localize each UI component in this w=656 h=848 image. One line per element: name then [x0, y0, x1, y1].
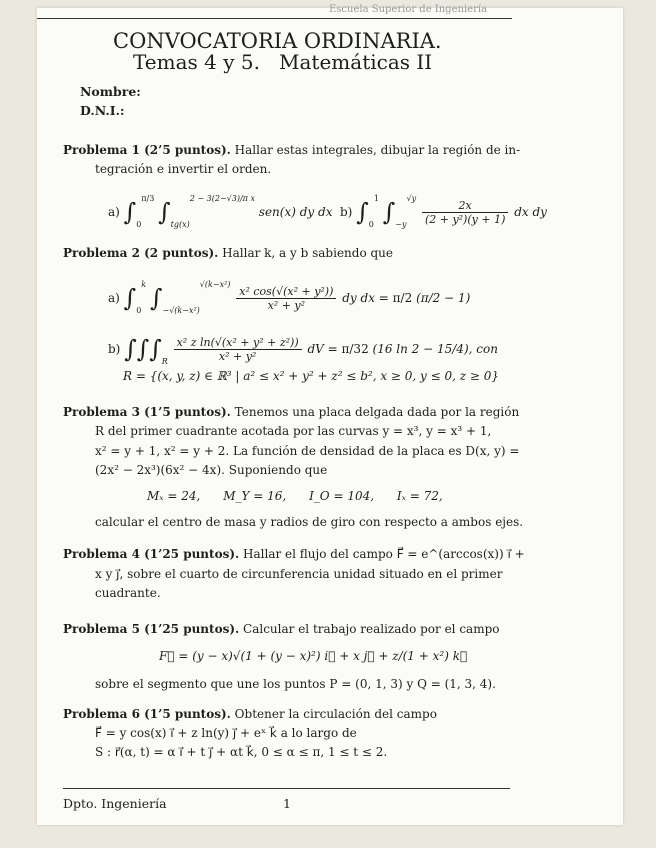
problem-4	[63, 545, 525, 565]
problem-6-text2: F⃗ = y cos(x) i⃗ + z ln(y) j⃗ + eˣ k⃗ a lo largo de	[95, 726, 357, 740]
p1b-integrand: dx dy	[514, 205, 547, 219]
problem-5-field: F⃗ = (y − x)√(1 + (y − x)²) i⃗ + x j⃗ + z/(1 + x²) k⃗	[159, 649, 468, 663]
problem-1-b: b) $\int_0^1$ $\int_{-y}^{√y}$ $\frac{2x}{\text{(2 + y²)(y + 1)}}$ dx dy	[340, 194, 547, 230]
p2a-mid: dy dx =	[342, 291, 389, 305]
p1a-upper-in: 2 − 3(2−√3)/π x	[189, 194, 255, 203]
problem-1-text2: tegración e invertir el orden.	[95, 162, 272, 176]
problem-5	[63, 620, 500, 640]
exam-subtitle: Temas 4 y 5. Matemáticas II	[133, 50, 433, 74]
problem-1-text: Hallar estas integrales, dibujar la región de in-	[234, 143, 521, 157]
problem-2-region: R = {(x, y, z) ∈ ℝ³ | a² ≤ x² + y² + z² ≤ b², x ≥ 0, y ≤ 0, z ≥ 0}	[123, 369, 500, 383]
footer-dept: Dpto. Ingeniería	[63, 796, 167, 811]
problem-2-text: Hallar k, a y b sabiendo que	[222, 246, 394, 260]
part-b-label: b)	[108, 342, 121, 356]
problem-3-closing: calcular el centro de masa y radios de giro con respecto a ambos ejes.	[95, 515, 524, 529]
problem-5-text1: Calcular el trabajo realizado por el campo	[243, 622, 500, 636]
p1b-den: (2 + y²)(y + 1)	[424, 213, 506, 226]
problem-3-text1: Tenemos una placa delgada dada por la región	[234, 405, 520, 419]
p2b-mid: dV =	[307, 342, 338, 356]
problem-3-moments: Mₓ = 24, M_Y = 16, I_O = 104, Iₓ = 72,	[147, 489, 443, 503]
p1b-lower-in: −y	[395, 220, 407, 230]
name-label: Nombre:	[80, 84, 141, 99]
problem-4-text3: cuadrante.	[95, 586, 161, 600]
problem-5-heading: Problema 5 (1’25 puntos).	[63, 622, 240, 636]
problem-4-heading: Problema 4 (1’25 puntos).	[63, 547, 240, 561]
problem-6-text1: Obtener la circulación del campo	[234, 707, 437, 721]
problem-4-text1: Hallar el flujo del campo F⃗ = e^(arccos(x)) i⃗ +	[243, 547, 525, 561]
p1b-upper-in: √y	[406, 194, 417, 203]
part-a-label: a)	[108, 205, 120, 219]
footer-rule	[63, 788, 510, 789]
problem-2	[63, 244, 393, 264]
problem-3-text3: x² = y + 1, x² = y + 2. La función de densidad de la placa es D(x, y) =	[95, 444, 520, 458]
problem-4-text2: x y j⃗, sobre el cuarto de circunferencia unidad situado en el primer	[95, 567, 503, 581]
header-rule	[37, 18, 512, 19]
problem-6-heading: Problema 6 (1’5 puntos).	[63, 707, 231, 721]
p2a-rhs: (π/2 − 1)	[416, 291, 471, 305]
problem-6-text3: S : r⃗(α, t) = α i⃗ + t j⃗ + αt k⃗, 0 ≤ α ≤ π, 1 ≤ t ≤ 2.	[95, 745, 388, 759]
school-header: Escuela Superior de Ingeniería	[329, 4, 488, 15]
part-a-label: a)	[108, 291, 120, 305]
problem-2-heading: Problema 2 (2 puntos).	[63, 246, 219, 260]
problem-1-heading: Problema 1 (2’5 puntos).	[63, 143, 231, 157]
p1a-lower-in: tg(x)	[170, 220, 190, 230]
p1a-integrand: sen(x) dy dx	[258, 205, 333, 219]
problem-2-a: a) $\int_0^k$ $\int_{-√(k-x^2)}^{√(k-x^2)}$ $\frac{\text{x² cos(√(x² + y²))}}{\text{x² + y²}}$ dy dx = π/2 (π/2 − 1)	[108, 280, 471, 316]
p2b-den: x² + y²	[218, 350, 257, 363]
p2b-rhs: (16 ln 2 − 15/4), con	[372, 342, 498, 356]
exam-page	[37, 4, 623, 825]
p1b-num: 2x	[422, 199, 508, 213]
problem-1-a: a) $\int_0^{\pi/3}$ $\int_{tg(x)}^{2 - 3(2-√3)/\pi x}$ sen(x) dy dx	[108, 194, 333, 230]
exam-title: CONVOCATORIA ORDINARIA.	[113, 29, 442, 53]
p2a-num: x² cos(√(x² + y²))	[236, 285, 336, 299]
p2b-rhs-frac: π/32	[341, 342, 369, 356]
problem-3	[63, 403, 519, 423]
p1b-upper-out: 1	[373, 194, 379, 203]
p2b-num: x² z ln(√(x² + y² + z²))	[174, 336, 302, 350]
problem-5-closing: sobre el segmento que une los puntos P = (0, 1, 3) y Q = (1, 3, 4).	[95, 677, 496, 691]
problem-3-text4: (2x² − 2x³)(6x² − 4x). Suponiendo que	[95, 463, 328, 477]
problem-3-heading: Problema 3 (1’5 puntos).	[63, 405, 231, 419]
page-number: 1	[283, 796, 291, 811]
p2a-rhs-frac: π/2	[392, 291, 413, 305]
dni-label: D.N.I.:	[80, 103, 125, 118]
problem-6	[63, 705, 437, 725]
p2a-den: x² + y²	[267, 299, 306, 312]
part-b-label: b)	[340, 205, 353, 219]
problem-1	[63, 141, 520, 161]
p1a-upper-out: π/3	[141, 194, 155, 203]
problem-3-text2: R del primer cuadrante acotada por las curvas y = x³, y = x³ + 1,	[95, 424, 492, 438]
problem-2-b: b) $\int\int\int_R$ $\frac{\text{x² z ln(√(x² + y² + z²))}}{\text{x² + y²}}$ dV = π/32 (16 ln 2 − 15/4), con	[108, 335, 498, 367]
